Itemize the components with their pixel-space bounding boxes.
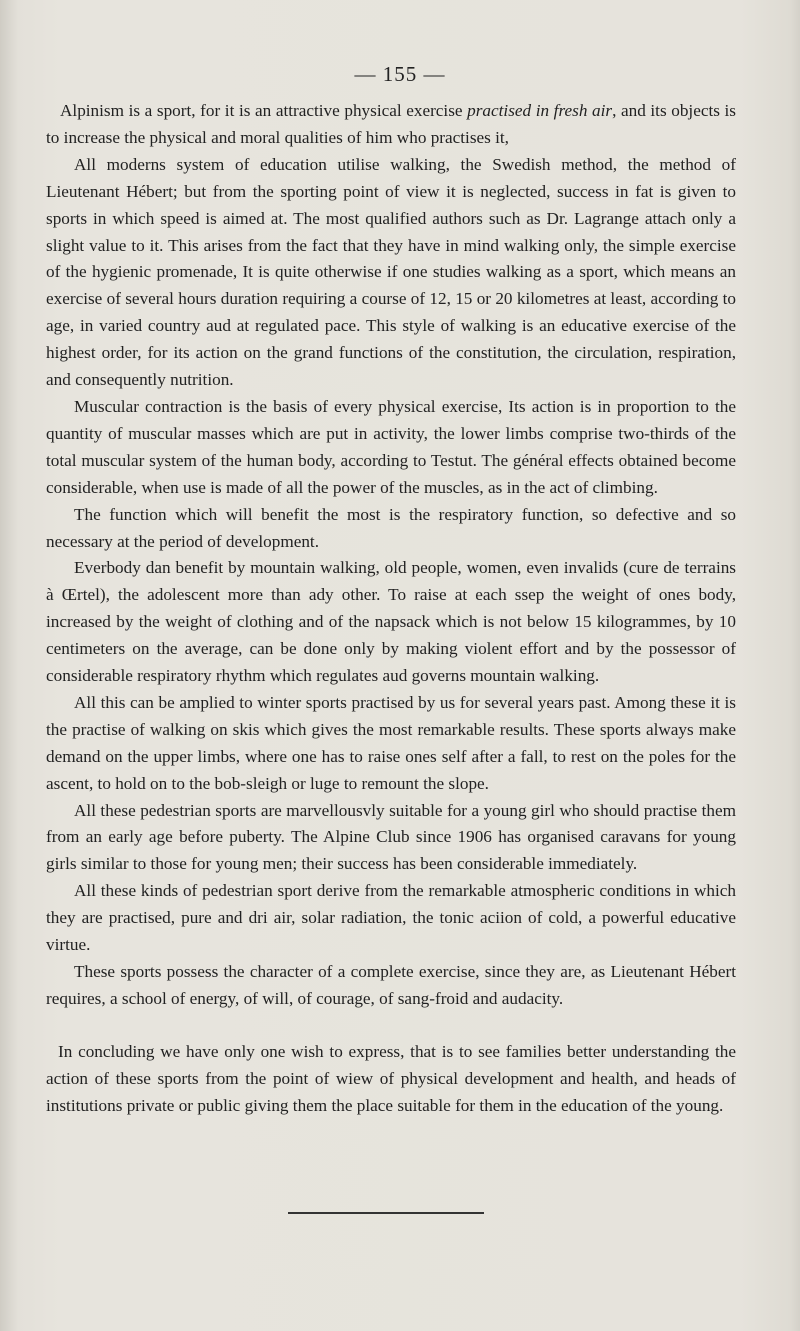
paragraph-9: These sports possess the character of a complete exercise, since they are, as Lieutenant Hébert requires, a school of energy, of will, of courage, of sang-froid and audacity. bbox=[46, 962, 736, 1008]
emphasis-fresh-air: practised in fresh air bbox=[467, 101, 613, 120]
paragraph-1 bbox=[46, 98, 736, 152]
paragraph-10: In concluding we have only one wish to express, that is to see families better understanding the action of these sports from the point of wiew of physical development and health, and heads of institutions private or public giving them the place suitable for them in the education of the young. bbox=[46, 1041, 736, 1115]
body-text bbox=[46, 98, 736, 1120]
paragraph-6: All this can be amplied to winter sports practised by us for several years past. Among these it is the practise of walking on skis which gives the most remarkable results. These sports always make demand on the upper limbs, where one has to raise ones self after a fall, to rest on the poles for the ascent, to hold on to the bob-sleigh or luge to remount the slope. bbox=[46, 692, 736, 793]
paragraph-8: All these kinds of pedestrian sport derive from the remarkable atmospheric conditions in which they are practised, pure and dri air, solar radiation, the tonic aciion of cold, a powerful educative virtue. bbox=[46, 881, 736, 955]
paragraph-1-start: Alpinism is a sport, for it is an attractive physical exercise bbox=[60, 101, 468, 120]
paragraph-7: All these pedestrian sports are marvellousvly suitable for a young girl who should practise them from an early age before puberty. The Alpine Club since 1906 has organised caravans for young girls similar to those for young men; their success has been considerable immediately. bbox=[46, 800, 736, 874]
page-number: — 155 — bbox=[354, 62, 446, 86]
paragraph-3: Muscular contraction is the basis of every physical exercise, Its action is in proportion to the quantity of muscular masses which are put in activity, the lower limbs comprise two-thirds of the total muscular system of the human body, according to Testut. The général effects obtained become considerable, when use is made of all the power of the muscles, as in the act of climbing. bbox=[46, 396, 736, 497]
paragraph-1-end: , and its objects is to increase the physical and moral qualities of him who practises it, bbox=[46, 101, 736, 147]
paragraph-2: All moderns system of education utilise walking, the Swedish method, the method of Lieutenant Hébert; but from the sporting point of view it is neglected, success in fat is given to sports in which speed is aimed at. The most qualified authors such as Dr. Lagrange attach only a slight value to it. This arises from the fact that they have in mind walking only, the simple exercise of the hygienic promenade, It is quite otherwise if one studies walking as a sport, which means an exercise of several hours duration requiring a course of 12, 15 or 20 kilometres at least, according to age, in varied country aud at regulated pace. This style of walking is an educative exercise of the highest order, for its action on the grand functions of the constitution, the circulation, respiration, and consequently nutrition. bbox=[46, 154, 736, 390]
paragraph-5: Everbody dan benefit by mountain walking, old people, women, even invalids (cure de terrains à Œrtel), the adolescent more than ady other. To raise at each ssep the weight of ones body, increased by the weight of clothing and of the napsack which is not below 15 kilogrammes, by 10 centimeters on the average, can be done only by making violent effort and by the possessor of considerable respiratory rhythm which regulates aud governs mountain walking. bbox=[46, 558, 736, 686]
closing-rule bbox=[288, 1212, 484, 1214]
paragraph-4: The function which will benefit the most is the respiratory function, so defective and so necessary at the period of development. bbox=[46, 504, 736, 551]
